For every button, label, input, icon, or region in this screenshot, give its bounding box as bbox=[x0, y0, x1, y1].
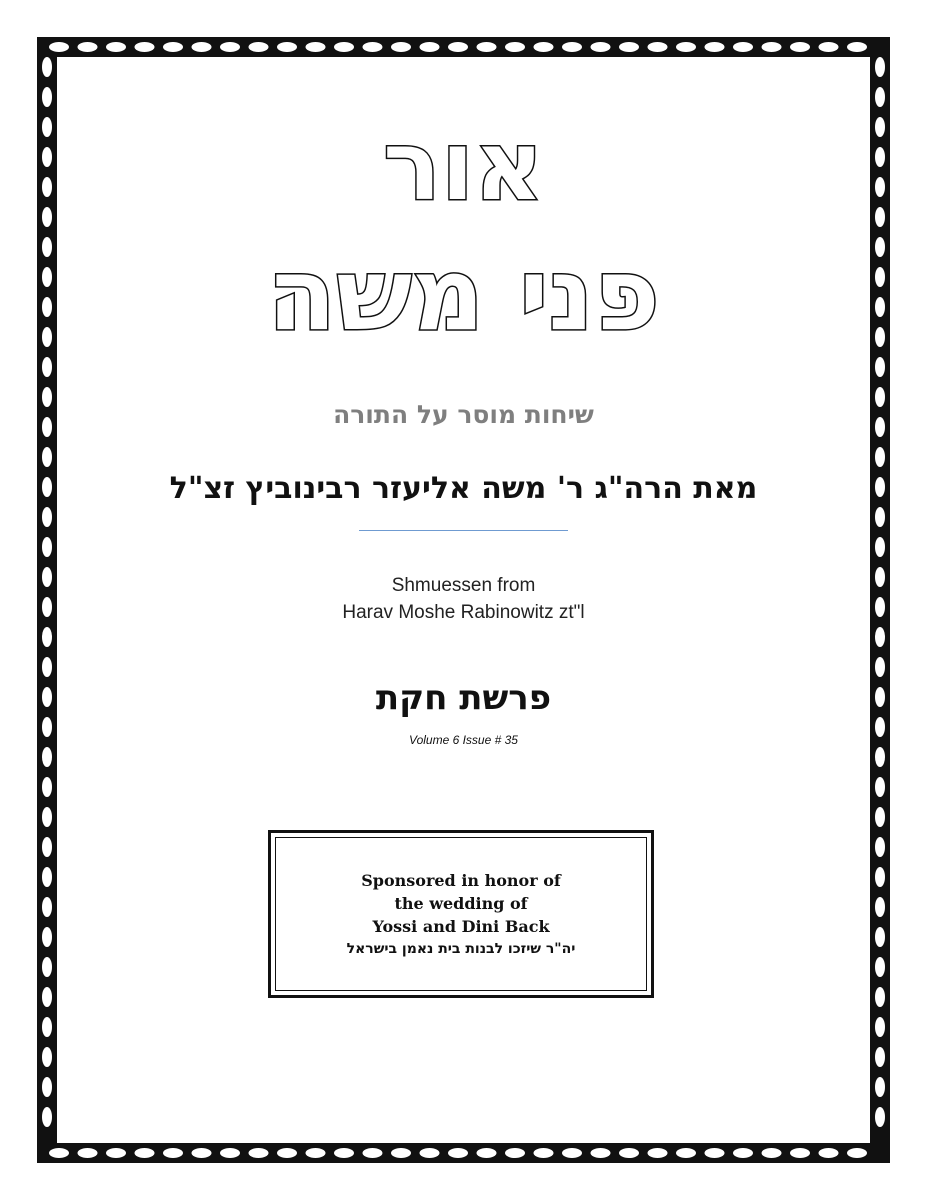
border-dot bbox=[648, 1148, 668, 1158]
border-dot bbox=[875, 357, 885, 377]
border-dot bbox=[477, 1148, 497, 1158]
border-dot bbox=[875, 1017, 885, 1037]
border-dot bbox=[875, 747, 885, 767]
border-dot bbox=[676, 42, 696, 52]
border-dot bbox=[163, 42, 183, 52]
border-dot bbox=[733, 1148, 753, 1158]
english-line-2: Harav Moshe Rabinowitz zt"l bbox=[342, 602, 585, 623]
border-dot bbox=[875, 807, 885, 827]
border-dot bbox=[42, 837, 52, 857]
border-dot bbox=[42, 927, 52, 947]
title-line-1: אור bbox=[383, 110, 544, 222]
title-line-2: פני משה bbox=[267, 236, 660, 353]
border-dot bbox=[847, 1148, 867, 1158]
border-dot bbox=[192, 42, 212, 52]
border-dot bbox=[277, 1148, 297, 1158]
border-dot bbox=[676, 1148, 696, 1158]
border-dot bbox=[42, 507, 52, 527]
sponsor-box bbox=[268, 830, 654, 998]
border-dot bbox=[790, 42, 810, 52]
border-dot bbox=[306, 1148, 326, 1158]
border-dot bbox=[875, 837, 885, 857]
issue-number: Volume 6 Issue # 35 bbox=[409, 733, 518, 747]
border-dot bbox=[192, 1148, 212, 1158]
border-dot bbox=[135, 1148, 155, 1158]
border-dot bbox=[49, 42, 69, 52]
sponsor-line-3: Yossi and Dini Back bbox=[372, 917, 550, 936]
border-dot bbox=[42, 537, 52, 557]
sponsor-line-1: Sponsored in honor of bbox=[361, 871, 561, 890]
border-dot bbox=[705, 42, 725, 52]
sponsor-line-4: יה"ר שיזכו לבנות בית נאמן בישראל bbox=[346, 941, 576, 957]
border-dot bbox=[875, 537, 885, 557]
border-dot bbox=[106, 42, 126, 52]
border-dot bbox=[42, 87, 52, 107]
border-dot bbox=[448, 42, 468, 52]
border-dot bbox=[49, 1148, 69, 1158]
border-dot bbox=[391, 1148, 411, 1158]
border-dot bbox=[875, 1107, 885, 1127]
border-dot bbox=[875, 507, 885, 527]
border-dot bbox=[78, 1148, 98, 1158]
border-dot bbox=[42, 897, 52, 917]
border-dot bbox=[249, 1148, 269, 1158]
sponsor-line-2: the wedding of bbox=[394, 894, 528, 913]
border-dot bbox=[42, 357, 52, 377]
border-dot bbox=[42, 747, 52, 767]
border-dot bbox=[847, 42, 867, 52]
border-dot bbox=[875, 57, 885, 77]
border-dot bbox=[42, 57, 52, 77]
border-dot bbox=[875, 657, 885, 677]
border-dot bbox=[306, 42, 326, 52]
border-dot bbox=[762, 1148, 782, 1158]
border-dot bbox=[420, 1148, 440, 1158]
border-dot bbox=[562, 1148, 582, 1158]
border-dot bbox=[875, 897, 885, 917]
border-dot bbox=[363, 42, 383, 52]
border-dot bbox=[42, 657, 52, 677]
border-dot bbox=[391, 42, 411, 52]
border-dot bbox=[42, 807, 52, 827]
border-dot bbox=[648, 42, 668, 52]
border-dot bbox=[875, 1047, 885, 1067]
border-dot bbox=[135, 42, 155, 52]
border-dot bbox=[106, 1148, 126, 1158]
border-dot bbox=[562, 42, 582, 52]
border-dot bbox=[591, 42, 611, 52]
border-dot bbox=[819, 1148, 839, 1158]
author-hebrew: מאת הרה"ג ר' משה אליעזר רבינוביץ זצ"ל bbox=[169, 471, 758, 506]
border-dot bbox=[819, 42, 839, 52]
border-dot bbox=[619, 42, 639, 52]
border-dot bbox=[762, 42, 782, 52]
border-dot bbox=[42, 627, 52, 647]
subtitle: שיחות מוסר על התורה bbox=[333, 400, 594, 429]
border-dot bbox=[42, 867, 52, 887]
border-dot bbox=[505, 42, 525, 52]
border-dot bbox=[334, 42, 354, 52]
border-dot bbox=[875, 627, 885, 647]
border-dot bbox=[705, 1148, 725, 1158]
border-dot bbox=[42, 987, 52, 1007]
border-dot bbox=[733, 42, 753, 52]
border-dot bbox=[477, 42, 497, 52]
border-dot bbox=[163, 1148, 183, 1158]
border-dot bbox=[448, 1148, 468, 1158]
border-dot bbox=[42, 1107, 52, 1127]
border-dot bbox=[505, 1148, 525, 1158]
border-dot bbox=[875, 87, 885, 107]
border-dot bbox=[334, 1148, 354, 1158]
border-dot bbox=[220, 42, 240, 52]
divider-line bbox=[359, 530, 568, 531]
border-dot bbox=[78, 42, 98, 52]
border-dot bbox=[42, 1077, 52, 1097]
border-dot bbox=[619, 1148, 639, 1158]
border-dot bbox=[42, 957, 52, 977]
border-dot bbox=[875, 867, 885, 887]
border-dot bbox=[534, 42, 554, 52]
english-line-1: Shmuessen from bbox=[391, 575, 536, 596]
sponsor-text bbox=[271, 869, 651, 960]
border-dot bbox=[875, 777, 885, 797]
border-dot bbox=[790, 1148, 810, 1158]
border-dot bbox=[277, 42, 297, 52]
border-dot bbox=[875, 957, 885, 977]
border-dot bbox=[363, 1148, 383, 1158]
border-dot bbox=[42, 777, 52, 797]
border-dot bbox=[875, 927, 885, 947]
border-dot bbox=[875, 447, 885, 467]
border-dot bbox=[875, 987, 885, 1007]
border-dot bbox=[249, 42, 269, 52]
border-dot bbox=[42, 1047, 52, 1067]
border-dot bbox=[220, 1148, 240, 1158]
border-dot bbox=[591, 1148, 611, 1158]
border-dot bbox=[534, 1148, 554, 1158]
border-dot bbox=[875, 1077, 885, 1097]
border-dot bbox=[420, 42, 440, 52]
parsha-title: פרשת חקת bbox=[375, 678, 552, 718]
border-dot bbox=[42, 1017, 52, 1037]
border-dot bbox=[42, 447, 52, 467]
